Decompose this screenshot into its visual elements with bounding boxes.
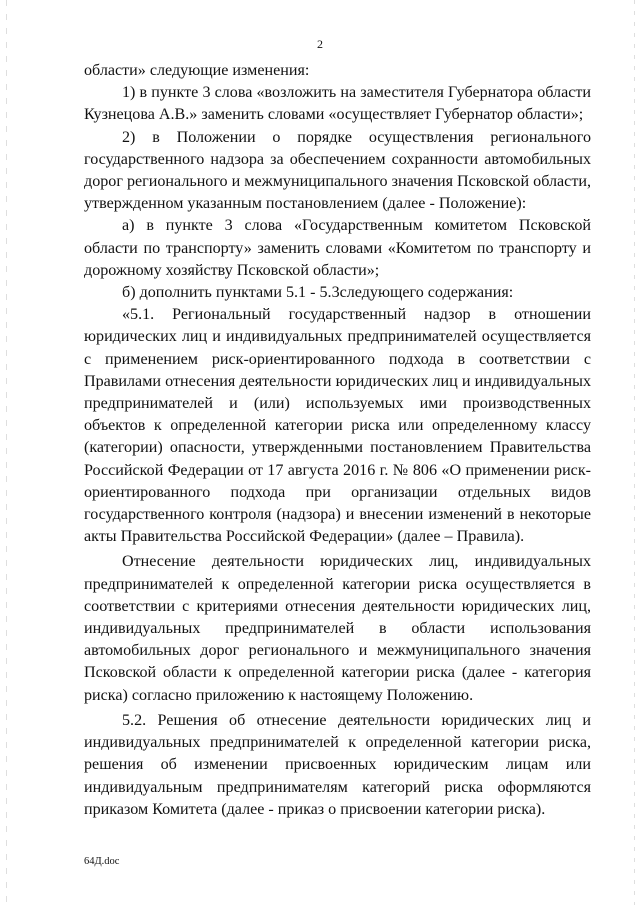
paragraph-risk-assignment: Отнесение деятельности юридических лиц, индивидуальных предпринимателей к определенной категории риска осуществляется в соответствии с критериями отнесения деятельности юридических лиц, индивидуальных предпринимателей в области использования автомобильных дорог регионального и межмуниципального значения Псковской области к определенной категории риска (далее - категория риска) согласно приложению к настоящему Положению.: [84, 553, 591, 704]
paragraph-item-1: 1) в пункте 3 слова «возложить на заместителя Губернатора области Кузнецова А.В.» заменить словами «осуществляет Губернатор области»;: [84, 84, 591, 124]
paragraph-clause-5-1: «5.1. Региональный государственный надзор в отношении юридических лиц и индивидуальных предпринимателей осуществляется с применением риск-ориентированного подхода в соответствии с Правилами отнесения деятельности юридических лиц и индивидуальных предпринимателей и (или) используемых ими производственных объектов к определенной категории риска или определенному классу (категории) опасности, утвержденными постановлением Правительства Российской Федерации от 17 августа 2016 г. № 806 «О применении риск-ориентированного подхода при организации отдельных видов государственного контроля (надзора) и внесении изменений в некоторые акты Правительства Российской Федерации» (далее – Правила).: [84, 306, 591, 546]
scan-edge-left: [6, 0, 7, 905]
paragraph-clause-5-2: 5.2. Решения об отнесение деятельности юридических лиц и индивидуальных предпринимателей к определенной категории риска, решения об изменении присвоенных юридическим лицам или индивидуальным предпринимателям категорий риска оформляются приказом Комитета (далее - приказ о присвоении категории риска).: [84, 711, 591, 818]
scan-edge-right: [634, 0, 635, 905]
paragraph-item-2a: а) в пункте 3 слова «Государственным комитетом Псковской области по транспорту» заменить словами «Комитетом по транспорту и дорожному хозяйству Псковской области»;: [84, 217, 591, 279]
document-body: [84, 60, 591, 821]
page-number: 2: [317, 37, 323, 51]
paragraph-changes-intro: области» следующие изменения:: [84, 62, 310, 79]
footer-filename: 64Д.doc: [84, 856, 120, 867]
paragraph-item-2: 2) в Положении о порядке осуществления регионального государственного надзора за обеспечением сохранности автомобильных дорог регионального и межмуниципального значения Псковской области, утвержденном указанным постановлением (далее - Положение):: [84, 128, 591, 213]
paragraph-item-2b: б) дополнить пунктами 5.1 - 5.3следующего содержания:: [122, 284, 514, 302]
